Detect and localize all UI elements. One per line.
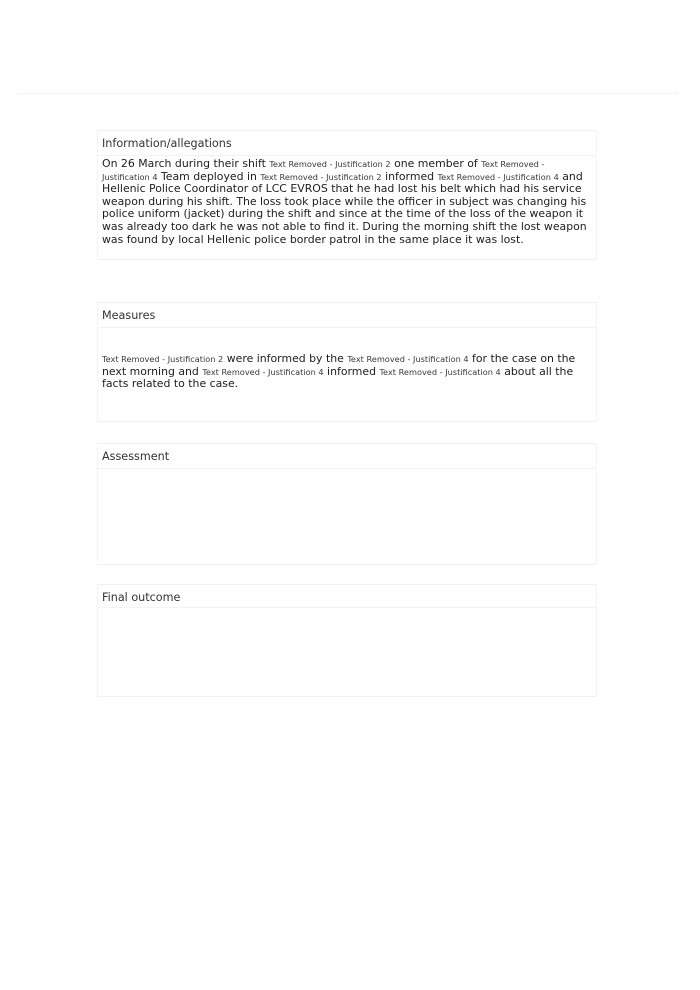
text-run: about all the facts related to the case. xyxy=(102,364,574,391)
paragraph xyxy=(102,353,594,391)
text-run: for the case on the next morning and xyxy=(102,352,576,378)
section-title: Information/allegations xyxy=(102,137,232,150)
section-title: Assessment xyxy=(102,450,170,463)
redaction-marker: Text Removed - Justification 2 xyxy=(102,354,224,364)
section-title: Measures xyxy=(102,309,156,322)
text-run: one member of xyxy=(390,157,482,170)
redaction-marker: Text Removed - Justification 4 xyxy=(379,366,501,377)
redaction-marker: Text Removed - Justification 2 xyxy=(269,159,391,169)
text-run: informed xyxy=(323,364,380,378)
redaction-marker: Text Removed - Justification 4 xyxy=(102,159,545,182)
redaction-marker: Text Removed - Justification 4 xyxy=(347,354,469,364)
section-divider xyxy=(98,468,596,469)
text-run: and Hellenic Police Coordinator of LCC EVROS that he had lost his belt which had his service weapon during his shift. The loss took place while the officer in subject was changing his police uniform (jacket) during the shift and since at the time of the loss of the weapon it was already too dark he was not able to find it. During the morning shift the lost weapon was found by local Hellenic police border patrol in the same place it was lost. xyxy=(102,169,587,246)
text-run: informed xyxy=(381,169,438,183)
redaction-marker: Text Removed - Justification 4 xyxy=(437,171,559,182)
section-divider xyxy=(98,327,596,328)
section-final-outcome xyxy=(97,584,597,697)
redaction-marker: Text Removed - Justification 2 xyxy=(260,171,382,182)
section-assessment xyxy=(97,443,597,565)
section-text xyxy=(102,353,594,391)
page-top-rule xyxy=(18,93,678,94)
section-measures xyxy=(97,302,597,422)
section-text xyxy=(102,158,594,246)
text-run: Team deployed in xyxy=(157,169,261,183)
text-run: were informed by the xyxy=(223,352,348,365)
section-divider xyxy=(98,607,596,608)
section-information-allegations xyxy=(97,130,597,260)
text-run: On 26 March during their shift xyxy=(102,157,270,170)
section-divider xyxy=(98,155,596,156)
redaction-marker: Text Removed - Justification 4 xyxy=(202,366,324,377)
paragraph xyxy=(102,158,594,246)
section-title: Final outcome xyxy=(102,591,181,604)
